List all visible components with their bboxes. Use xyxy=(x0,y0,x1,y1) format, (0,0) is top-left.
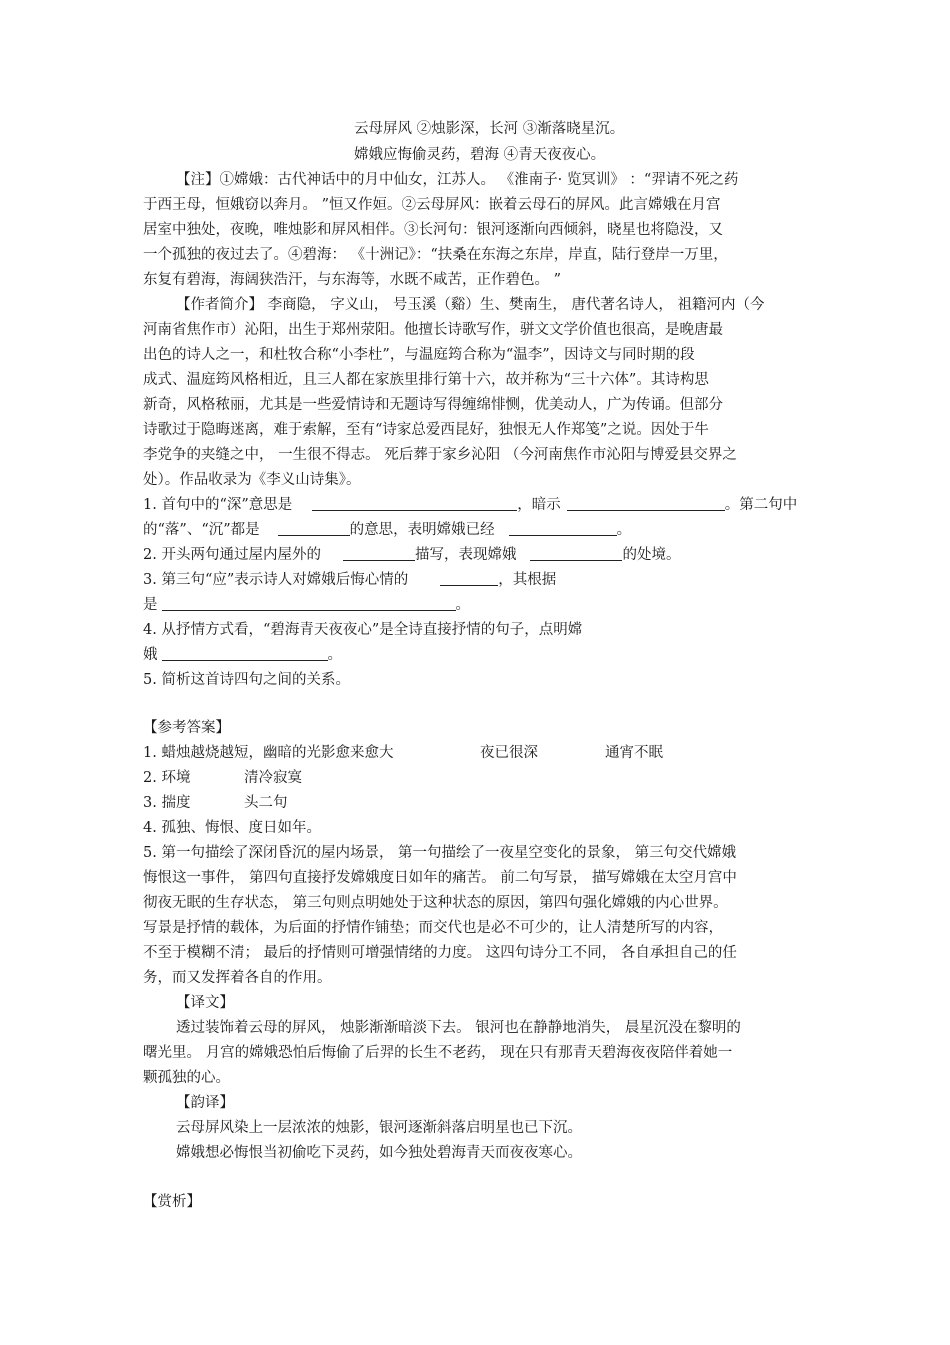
rhymed-line-2: 嫦娥想必悔恨当初偷吃下灵药，如今独处碧海青天而夜夜寒心。 xyxy=(176,1145,582,1161)
q2-blank-2[interactable] xyxy=(530,546,622,561)
author-line-8: 处）。作品收录为《李义山诗集》。 xyxy=(143,472,361,488)
q3-text-c: 是 xyxy=(143,597,158,613)
answers-heading: 【参考答案】 xyxy=(143,720,230,736)
q3-text-b: ，其根据 xyxy=(498,572,557,588)
q3-blank-2[interactable] xyxy=(162,596,456,611)
q1-text-e: 的意思，表明嫦娥已经 xyxy=(349,522,495,538)
q1-text-a: 1. 首句中的“深”意思是 xyxy=(143,497,293,513)
q3-text-a: 3. 第三句“应”表示诗人对嫦娥后悔心情的 xyxy=(143,572,409,588)
q4-text-c: 。 xyxy=(327,647,342,663)
answer-5-line-2: 悔恨这一事件， 第四句直接抒发嫦娥度日如年的痛苦。 前二句写景， 描写嫦娥在太空月宫中 xyxy=(143,870,737,886)
answer-1b: 夜已很深 xyxy=(480,745,538,761)
translation-heading: 【译文】 xyxy=(176,995,234,1011)
poem-line-2 xyxy=(354,145,605,165)
q4-text-b: 娥 xyxy=(143,647,158,663)
question-4-line-2 xyxy=(143,645,342,665)
poem-line-1-text: 云母屏风 ②烛影深，长河 ③渐落晓星沉。 xyxy=(354,121,625,137)
q2-text-a: 2. 开头两句通过屋内屋外的 xyxy=(143,547,321,563)
answer-5-line-4: 写景是抒情的载体，为后面的抒情作铺垫；而交代也是必不可少的，让人清楚所写的内容， xyxy=(143,920,723,936)
answer-1a: 1. 蜡烛越烧越短，幽暗的光影愈来愈大 xyxy=(143,745,394,761)
author-line-3: 出色的诗人之一，和杜牧合称“小李杜”，与温庭筠合称为“温李”，因诗文与同时期的段 xyxy=(143,347,695,363)
answer-1c: 通宵不眠 xyxy=(605,745,663,761)
answer-2a: 2. 环境 xyxy=(143,770,191,786)
rhymed-heading: 【韵译】 xyxy=(176,1095,234,1111)
answer-3b: 头二句 xyxy=(244,795,288,811)
q1-blank-2[interactable] xyxy=(567,496,725,511)
author-line-7: 李党争的夹缝之中， 一生很不得志。 死后葬于家乡沁阳 （今河南焦作市沁阳与博爱县交界之 xyxy=(143,447,737,463)
notes-line-4: 一个孤独的夜过去了。④碧海： 《十洲记》：“扶桑在东海之东岸，岸直，陆行登岸一万里， xyxy=(143,247,728,263)
answer-2b: 清冷寂寞 xyxy=(244,770,302,786)
author-line-4: 成式、温庭筠风格相近，且三人都在家族里排行第十六，故并称为“三十六体”。其诗构思 xyxy=(143,372,709,388)
question-3-line-1 xyxy=(143,570,556,590)
translation-line-2: 曙光里。 月宫的嫦娥恐怕后悔偷了后羿的长生不老药， 现在只有那青天碧海夜夜陪伴着她一 xyxy=(143,1045,733,1061)
appreciation-heading: 【赏析】 xyxy=(143,1194,201,1210)
author-line-1: 【作者简介】 李商隐， 字义山， 号玉溪（谿）生、樊南生， 唐代著名诗人， 祖籍河内（今 xyxy=(176,297,765,313)
question-3-line-2 xyxy=(143,595,470,615)
q1-blank-1[interactable] xyxy=(312,496,517,511)
question-1-line-2 xyxy=(143,520,631,540)
q1-text-d: 的“落”、“沉”都是 xyxy=(143,522,260,538)
q1-blank-4[interactable] xyxy=(509,521,617,536)
answer-5-line-1: 5. 第一句描绘了深闭昏沉的屋内场景， 第一句描绘了一夜星空变化的景象， 第三句交代嫦娥 xyxy=(143,845,737,861)
question-2 xyxy=(143,545,680,565)
q1-text-c: 。第二句中 xyxy=(724,497,798,513)
answer-5-line-6: 务，而又发挥着各自的作用。 xyxy=(143,970,332,986)
poem-line-1 xyxy=(354,119,624,139)
answer-5-line-3: 彻夜无眠的生存状态， 第三句则点明她处于这种状态的原因，第四句强化嫦娥的内心世界。 xyxy=(143,895,728,911)
notes-line-5: 东复有碧海，海阔狭浩汗，与东海等，水既不咸苦，正作碧色。 ” xyxy=(143,272,562,288)
author-line-2: 河南省焦作市）沁阳，出生于郑州荥阳。他擅长诗歌写作，骈文文学价值也很高，是晚唐最 xyxy=(143,322,723,338)
answer-5-line-5: 不至于模糊不清； 最后的抒情则可增强情绪的力度。 这四句诗分工不同， 各自承担自己的任 xyxy=(143,945,737,961)
q3-blank-1[interactable] xyxy=(440,571,498,586)
q1-text-b: ，暗示 xyxy=(517,497,561,513)
author-line-6: 诗歌过于隐晦迷离，难于索解，至有“诗家总爱西昆好，独恨无人作郑笺”之说。因处于牛 xyxy=(143,422,709,438)
q2-text-b: 描写，表现嫦娥 xyxy=(414,547,517,563)
notes-line-2: 于西王母，恒娥窃以奔月。 ”恒又作姮。②云母屏风：嵌着云母石的屏风。此言嫦娥在月宫 xyxy=(143,197,721,213)
q3-text-d: 。 xyxy=(455,597,470,613)
q4-blank-1[interactable] xyxy=(162,646,328,661)
q1-text-f: 。 xyxy=(616,522,632,538)
rhymed-line-1: 云母屏风染上一层浓浓的烛影，银河逐渐斜落启明星也已下沉。 xyxy=(176,1120,582,1136)
q1-blank-3[interactable] xyxy=(278,521,350,536)
q2-text-c: 的处境。 xyxy=(622,547,681,563)
translation-line-3: 颗孤独的心。 xyxy=(143,1070,230,1086)
author-line-5: 新奇，风格秾丽，尤其是一些爱情诗和无题诗写得缠绵悱恻，优美动人，广为传诵。但部分 xyxy=(143,397,723,413)
poem-line-2-text: 嫦娥应悔偷灵药，碧海 ④青天夜夜心。 xyxy=(354,147,606,163)
notes-line-3: 居室中独处，夜晚，唯烛影和屏风相伴。③长河句：银河逐渐向西倾斜，晓星也将隐没，又 xyxy=(143,222,723,238)
translation-line-1: 透过装饰着云母的屏风， 烛影渐渐暗淡下去。 银河也在静静地消失， 晨星沉没在黎明的 xyxy=(176,1020,741,1036)
q2-blank-1[interactable] xyxy=(343,546,415,561)
question-4-line-1: 4. 从抒情方式看，“碧海青天夜夜心”是全诗直接抒情的句子，点明嫦 xyxy=(143,622,583,638)
question-5: 5. 简析这首诗四句之间的关系。 xyxy=(143,672,350,688)
answer-4: 4. 孤独、悔恨、度日如年。 xyxy=(143,820,321,836)
question-1-line-1 xyxy=(143,495,797,515)
notes-line-1: 【注】①嫦娥：古代神话中的月中仙女，江苏人。 《淮南子· 览冥训》 ：“羿请不死之药 xyxy=(176,172,739,188)
answer-3a: 3. 揣度 xyxy=(143,795,191,811)
